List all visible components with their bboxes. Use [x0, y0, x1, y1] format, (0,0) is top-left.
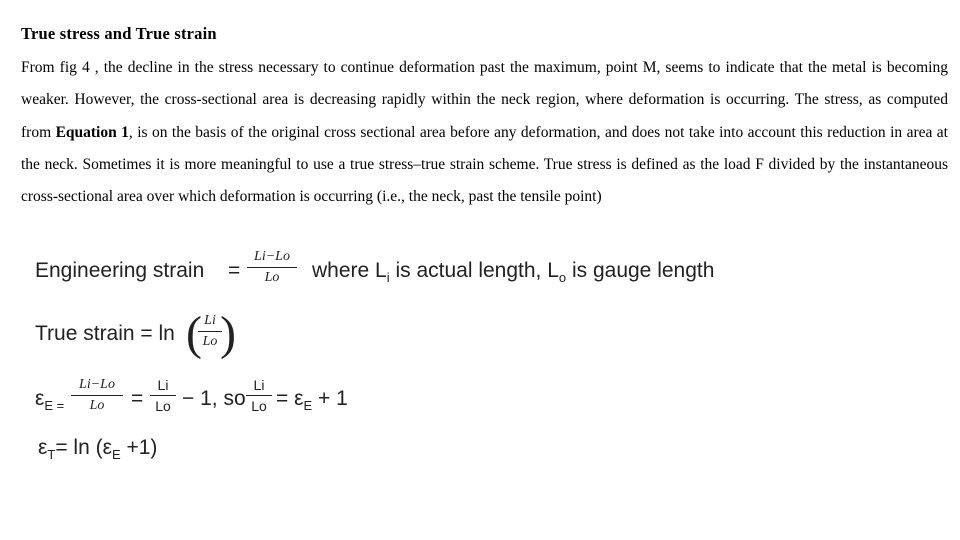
subscript-o: o	[558, 270, 567, 285]
fraction-denominator: Lo	[89, 398, 105, 413]
fraction-denominator: Lo	[155, 398, 171, 414]
fraction-denominator: Lo	[264, 270, 280, 285]
plus-one: + 1	[312, 387, 348, 410]
epsilon-symbol: ε	[38, 436, 48, 459]
eq3-result	[276, 387, 348, 413]
subscript-e: E =	[44, 398, 65, 413]
fraction-bar	[247, 267, 297, 268]
equation-reference: Equation 1	[55, 123, 129, 141]
gauge-length-text: is gauge length	[566, 259, 715, 282]
engineering-strain-fraction	[247, 249, 297, 286]
fraction-numerator: Li	[204, 313, 216, 328]
body-paragraph	[21, 52, 948, 213]
eq3-equals: =	[131, 387, 144, 410]
fraction-numerator: Li−Lo	[254, 249, 290, 264]
epsilon-symbol: ε	[35, 387, 45, 410]
subscript-e: E	[303, 398, 313, 413]
length-definitions	[312, 259, 714, 285]
plus-one-paren: +1)	[120, 436, 158, 459]
true-strain-fraction	[198, 313, 222, 350]
paragraph-text-2: , is on the basis of the original cross sectional area before any deformation, and does not take into account this reduction in area at the neck. Sometimes it is more meaningful to use a true stress–true strain scheme. True stress is defined as the load F divided by the instantaneous cross-sectional area over which deformation is occurring (i.e., the neck, past the tensile point)	[21, 123, 948, 206]
eq3-fraction-1	[71, 377, 123, 414]
eq3-fraction-3	[246, 377, 272, 414]
actual-length-text: is actual length, L	[389, 259, 559, 282]
fraction-denominator: Lo	[202, 334, 218, 349]
right-paren: )	[220, 307, 236, 360]
fraction-numerator: Li	[157, 377, 169, 393]
subscript-t: T	[47, 447, 56, 462]
fraction-bar	[198, 331, 222, 332]
subscript-i: i	[386, 270, 390, 285]
paragraph-text-1: From fig 4 , the decline in the stress necessary to continue deformation past the maximum, point M, seems to indicate that the metal is becoming weaker. However, the cross-sectional area is decreasing rapidly within the neck region, where deformation is occurring. The stress, as computed from	[21, 59, 948, 141]
engineering-strain-label: Engineering strain	[35, 259, 205, 282]
fraction-bar	[246, 395, 272, 396]
eq3-minus-one: − 1, so	[182, 387, 246, 410]
where-text: where L	[312, 259, 387, 282]
eq3-fraction-2	[150, 377, 176, 414]
engineering-strain-equals: =	[228, 259, 241, 282]
equals-ln: = ln (ε	[55, 436, 112, 459]
left-paren: (	[186, 307, 202, 360]
true-strain-label: True strain = ln	[35, 322, 175, 345]
fraction-bar	[150, 395, 176, 396]
engineering-strain-symbol	[35, 387, 64, 413]
fraction-denominator: Lo	[251, 398, 267, 414]
true-strain-equation	[38, 436, 157, 462]
section-title: True stress and True strain	[21, 24, 217, 43]
fraction-numerator: Li−Lo	[79, 377, 115, 392]
subscript-e: E	[111, 447, 121, 462]
fraction-numerator: Li	[253, 377, 265, 393]
fraction-bar	[71, 395, 123, 396]
equals-epsilon: = ε	[276, 387, 304, 410]
